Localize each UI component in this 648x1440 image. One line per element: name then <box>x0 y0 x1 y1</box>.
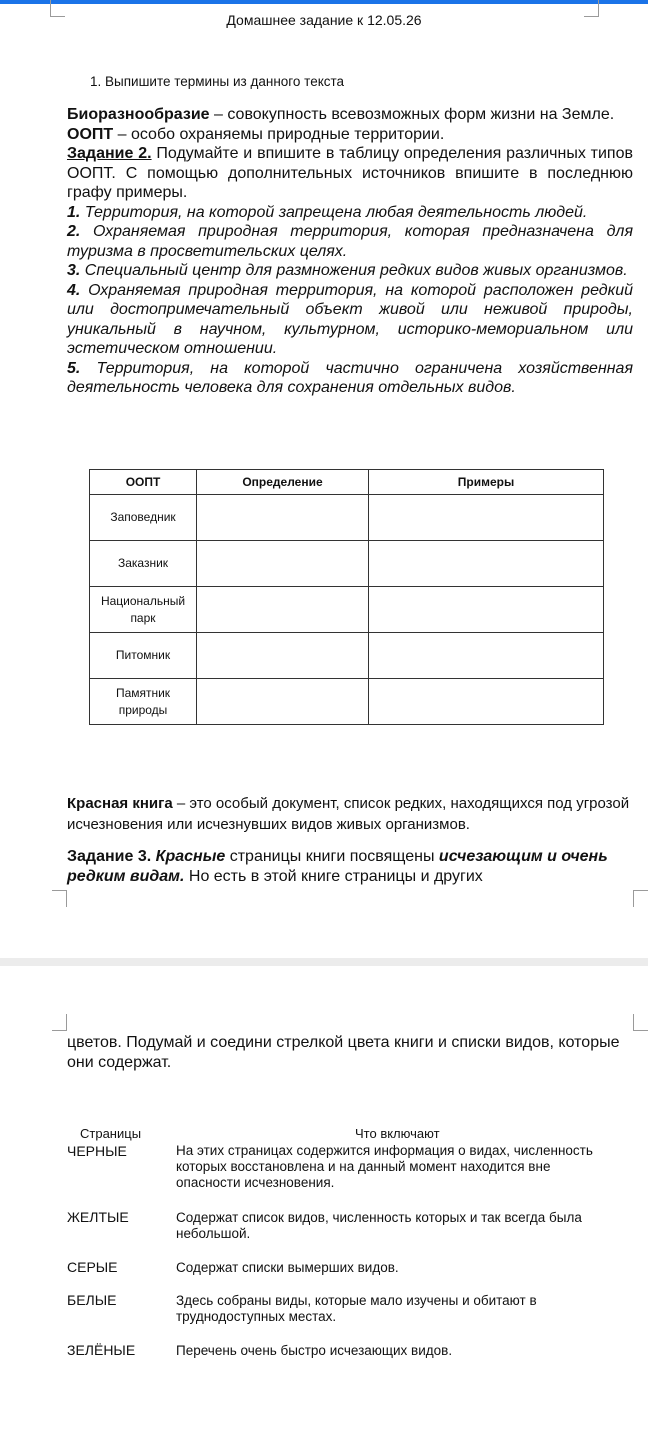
task3-mid: страницы книги посвящены <box>225 848 439 865</box>
header-definition: Определение <box>197 470 369 495</box>
species-list-description[interactable]: Содержат список видов, численность которых и так всегда была небольшой. <box>176 1210 582 1241</box>
task1-heading: 1. Выпишите термины из данного текста <box>90 74 345 89</box>
page-title: Домашнее задание к 12.05.26 <box>226 12 422 28</box>
examples-cell[interactable] <box>369 541 604 587</box>
text-block <box>67 105 633 398</box>
page-color-label[interactable]: БЕЛЫЕ <box>67 1292 117 1308</box>
task2-label: Задание 2. <box>67 145 152 162</box>
task3-end: Но есть в этой книге страницы и других <box>184 868 483 885</box>
oopt-table <box>89 469 604 725</box>
species-list-description[interactable]: Перечень очень быстро исчезающих видов. <box>176 1343 453 1358</box>
definition-item <box>67 203 633 223</box>
column-header-includes: Что включают <box>355 1126 440 1141</box>
header-examples: Примеры <box>369 470 604 495</box>
task3-paragraph <box>67 847 637 887</box>
oopt-term: ООПТ <box>67 125 114 143</box>
column-header-pages: Страницы <box>80 1126 142 1141</box>
header-oopt: ООПТ <box>90 470 197 495</box>
task3-rare-phrase: исчезающим и очень редким видам. <box>67 848 608 885</box>
margin-corner-bottom-left <box>52 890 67 907</box>
table-row <box>90 541 604 587</box>
species-list-description[interactable]: На этих страницах содержится информация о видах, численность которых восстановлена и на данный момент находится вне опасности исчезновения. <box>176 1143 593 1190</box>
page-color-label[interactable]: ЖЕЛТЫЕ <box>67 1209 129 1225</box>
biodiversity-definition: – совокупность всевозможных форм жизни на Земле. <box>209 106 615 123</box>
task2-text: Подумайте и впишите в таблицу определения различных типов ООПТ. С помощью дополнительных источников впишите в последнюю графу примеры. <box>67 145 633 201</box>
task2-paragraph <box>67 144 633 203</box>
margin-corner-top-left <box>52 1014 67 1031</box>
margin-corner-bottom-right <box>633 890 648 907</box>
continuation-paragraph: цветов. Подумай и соедини стрелкой цвета книги и списки видов, которые они содержат. <box>67 1034 620 1071</box>
species-list-description[interactable]: Здесь собраны виды, которые мало изучены и обитают в труднодоступных местах. <box>176 1293 537 1324</box>
definition-text: Территория, на которой частично ограничена хозяйственная деятельность человека для сохранения отдельных видов. <box>67 359 633 396</box>
examples-cell[interactable] <box>369 587 604 633</box>
definition-item <box>67 359 633 398</box>
species-list-description[interactable]: Содержат списки вымерших видов. <box>176 1260 399 1275</box>
examples-cell[interactable] <box>369 495 604 541</box>
definition-cell[interactable] <box>197 679 369 725</box>
definition-text: Территория, на которой запрещена любая деятельность людей. <box>80 203 588 221</box>
red-book-definition: – это особый документ, список редких, находящихся под угрозой исчезновения или исчезнувших видов живых организмов. <box>67 795 630 833</box>
examples-cell[interactable] <box>369 679 604 725</box>
oopt-type-cell: Заказник <box>90 541 197 587</box>
oopt-type-cell: Памятник природы <box>90 679 197 725</box>
table-row <box>90 679 604 725</box>
definition-number: 1. <box>67 203 81 221</box>
table-row <box>90 633 604 679</box>
margin-corner-top-right <box>633 1014 648 1031</box>
task3-label: Задание 3. <box>67 848 152 865</box>
definition-number: 3. <box>67 262 81 279</box>
page-color-label[interactable]: ЗЕЛЁНЫЕ <box>67 1342 136 1358</box>
definition-number: 4. <box>67 281 81 299</box>
oopt-paragraph <box>67 125 633 145</box>
red-book-term: Красная книга <box>67 795 173 812</box>
definition-item <box>67 261 633 281</box>
table-row <box>90 495 604 541</box>
table-header-row <box>90 470 604 495</box>
table-row <box>90 587 604 633</box>
definition-number: 5. <box>67 359 81 377</box>
definition-cell[interactable] <box>197 541 369 587</box>
page-color-label[interactable]: СЕРЫЕ <box>67 1259 118 1275</box>
biodiversity-term: Биоразнообразие <box>67 106 210 123</box>
definition-text: Охраняемая природная территория, на которой расположен редкий или достопримечательный объект живой или неживой природы, уникальный в научном, культурном, историко-мемориальном или эстетическом отношении. <box>67 281 633 357</box>
definition-item <box>67 222 633 261</box>
definition-text: Специальный центр для размножения редких видов живых организмов. <box>80 262 628 279</box>
definition-cell[interactable] <box>197 587 369 633</box>
definition-item <box>67 281 633 359</box>
definition-cell[interactable] <box>197 495 369 541</box>
definition-text: Охраняемая природная территория, которая предназначена для туризма в просветительских целях. <box>67 223 633 260</box>
examples-cell[interactable] <box>369 633 604 679</box>
oopt-type-cell: Питомник <box>90 633 197 679</box>
oopt-type-cell: Национальный парк <box>90 587 197 633</box>
page-color-label[interactable]: ЧЕРНЫЕ <box>67 1143 127 1159</box>
oopt-definition: – особо охраняемы природные территории. <box>113 125 445 143</box>
red-book-paragraph <box>67 793 637 835</box>
oopt-type-cell: Заповедник <box>90 495 197 541</box>
biodiversity-paragraph <box>67 105 633 125</box>
task3-red-word: Красные <box>155 848 226 865</box>
definition-number: 2. <box>67 223 81 240</box>
definition-cell[interactable] <box>197 633 369 679</box>
